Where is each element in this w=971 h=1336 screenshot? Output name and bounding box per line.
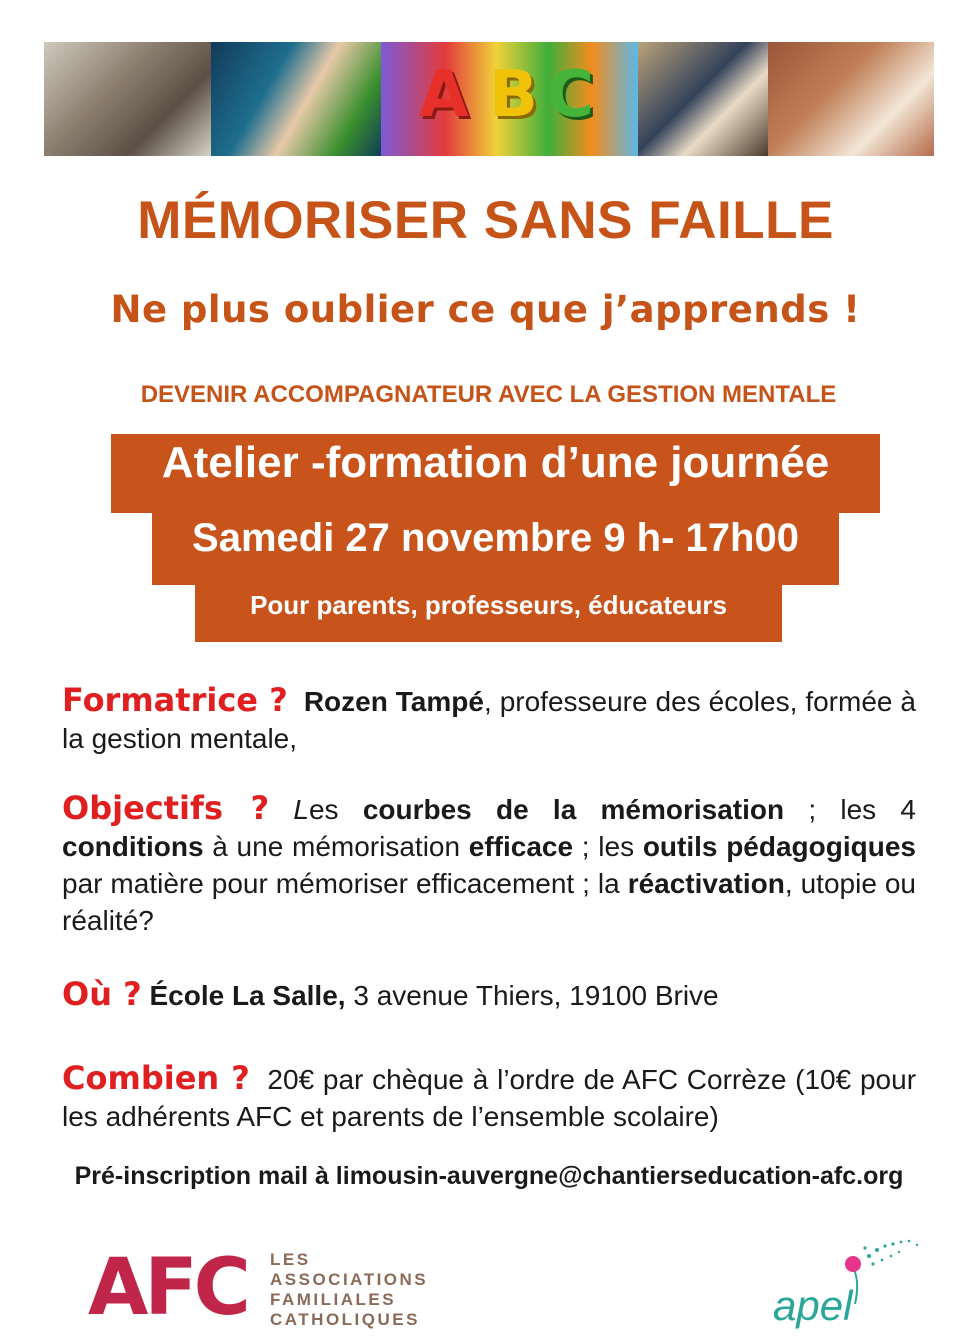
- objectifs-text: ; les 4: [784, 794, 916, 825]
- objectifs-bold: outils pédagogiques: [642, 831, 916, 862]
- audience-band: Pour parents, professeurs, éducateurs: [195, 585, 782, 642]
- combien-label: Combien ?: [62, 1059, 250, 1097]
- ou-label: Où ?: [62, 975, 142, 1013]
- objectifs-text: à une mémorisation: [203, 831, 469, 862]
- objectifs-bold: réactivation: [627, 868, 785, 899]
- schoolboys-photo: [638, 42, 768, 156]
- afc-logo-line: FAMILIALES: [270, 1290, 397, 1309]
- trainer-name: Rozen Tampé: [303, 686, 484, 717]
- abc-letter-c: C: [547, 58, 594, 132]
- price-text: 20€ par chèque à l’ordre de AFC Corrèze (10€ pour les adhérents AFC et parents de l’ensemble scolaire): [62, 1064, 917, 1132]
- afc-logo-line: CATHOLIQUES: [270, 1310, 420, 1329]
- page-subtitle: Ne plus oublier ce que j’apprends !: [110, 288, 861, 331]
- writing-child-photo: [768, 42, 934, 156]
- objectifs-initial: L: [293, 794, 309, 825]
- formatrice-section: [62, 682, 916, 757]
- workshop-band: Atelier -formation d’une journée: [111, 434, 880, 513]
- afc-logo-line: LES: [270, 1250, 311, 1269]
- header-photo-strip: [44, 42, 934, 156]
- objectifs-text: par matière pour mémoriser efficacement ; la: [62, 868, 628, 899]
- trainer-description: , professeure des écoles, formée à la gestion mentale,: [62, 686, 916, 754]
- afc-logo-text: [270, 1250, 428, 1330]
- page-title: MÉMORISER SANS FAILLE: [137, 191, 834, 250]
- price-section: [62, 1060, 916, 1135]
- classroom-girl-photo: [44, 42, 211, 156]
- preregistration-text: Pré-inscription mail à limousin-auvergne@chantierseducation-afc.org: [74, 1162, 904, 1190]
- venue-name: École La Salle,: [149, 980, 346, 1011]
- objectifs-bold: conditions: [62, 831, 204, 862]
- location-section: [62, 976, 916, 1014]
- afc-logo-line: ASSOCIATIONS: [270, 1270, 429, 1289]
- science-girl-photo: [211, 42, 381, 156]
- venue-address: 3 avenue Thiers, 19100 Brive: [345, 980, 719, 1011]
- afc-logo: [88, 1243, 429, 1333]
- date-band: Samedi 27 novembre 9 h- 17h00: [152, 513, 839, 585]
- abc-letter-a: A: [419, 58, 469, 132]
- formatrice-label: Formatrice ?: [62, 681, 288, 719]
- objectifs-label: Objectifs ?: [62, 789, 270, 827]
- objectifs-bold: courbes de la mémorisation: [362, 794, 785, 825]
- afc-logo-letters: AFC: [88, 1243, 247, 1333]
- apel-logo: [765, 1236, 925, 1332]
- abc-letters-photo: [381, 42, 638, 156]
- apel-logo-text: apel: [773, 1282, 853, 1329]
- objectifs-text: es: [308, 794, 363, 825]
- objectifs-text: ; les: [573, 831, 643, 862]
- objectifs-section: [62, 790, 916, 939]
- abc-letter-b: B: [489, 58, 538, 132]
- kicker-heading: DEVENIR ACCOMPAGNATEUR AVEC LA GESTION MENTALE: [140, 381, 837, 408]
- objectifs-bold: efficace: [468, 831, 574, 862]
- objectifs-text: , utopie ou réalité?: [62, 868, 917, 936]
